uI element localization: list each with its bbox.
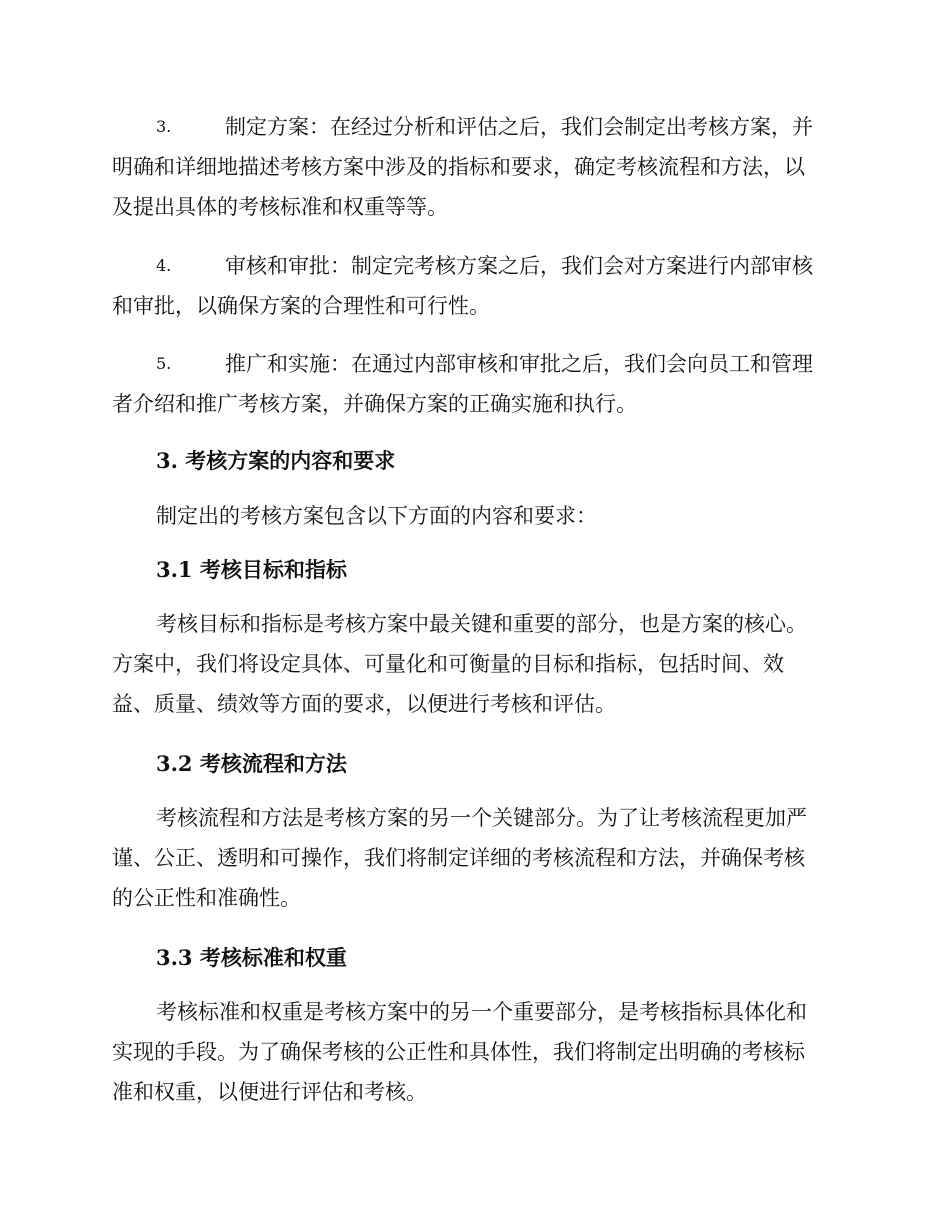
list-item-4 [112,246,834,326]
paragraph-line: 实现的手段。为了确保考核的公正性和具体性，我们将制定出明确的考核标 [112,1040,805,1064]
paragraph-line: 益、质量、绩效等方面的要求，以便进行考核和评估。 [112,692,616,716]
list-item-line: 推广和实施：在通过内部审核和审批之后，我们会向员工和管理 [225,352,813,376]
paragraph-line: 方案中，我们将设定具体、可量化和可衡量的目标和指标，包括时间、效 [112,652,784,676]
subsection-heading-3-3: 3.3 考核标准和权重 [156,945,347,970]
subsection-heading-3-1: 3.1 考核目标和指标 [156,557,347,582]
section-heading: 3. 考核方案的内容和要求 [156,448,396,473]
list-item-line: 者介绍和推广考核方案，并确保方案的正确实施和执行。 [112,392,637,416]
list-number: 5. [156,354,172,373]
paragraph-line: 考核目标和指标是考核方案中最关键和重要的部分，也是方案的核心。 [156,612,807,636]
paragraph-line: 的公正性和准确性。 [112,886,301,910]
list-number: 3. [156,117,172,136]
section-intro [112,496,834,536]
paragraph-line: 制定出的考核方案包含以下方面的内容和要求： [156,504,597,528]
paragraph-line: 谨、公正、透明和可操作，我们将制定详细的考核流程和方法，并确保考核 [112,846,805,870]
list-item-line: 明确和详细地描述考核方案中涉及的指标和要求，确定考核流程和方法，以 [112,155,805,179]
list-item-line: 制定方案：在经过分析和评估之后，我们会制定出考核方案，并 [225,115,813,139]
list-item-line: 及提出具体的考核标准和权重等等。 [112,195,448,219]
paragraph-line: 考核流程和方法是考核方案的另一个关键部分。为了让考核流程更加严 [156,806,807,830]
paragraph-line: 准和权重，以便进行评估和考核。 [112,1080,427,1104]
subsection-heading-3-2: 3.2 考核流程和方法 [156,751,347,776]
paragraph-line: 考核标准和权重是考核方案中的另一个重要部分，是考核指标具体化和 [156,1000,807,1024]
list-item-5 [112,344,834,424]
paragraph-3-3 [112,992,834,1112]
list-number: 4. [156,256,172,275]
paragraph-3-1 [112,604,834,724]
list-item-line: 审核和审批：制定完考核方案之后，我们会对方案进行内部审核 [225,254,813,278]
paragraph-3-2 [112,798,834,918]
list-item-3 [112,107,834,227]
list-item-line: 和审批，以确保方案的合理性和可行性。 [112,294,490,318]
